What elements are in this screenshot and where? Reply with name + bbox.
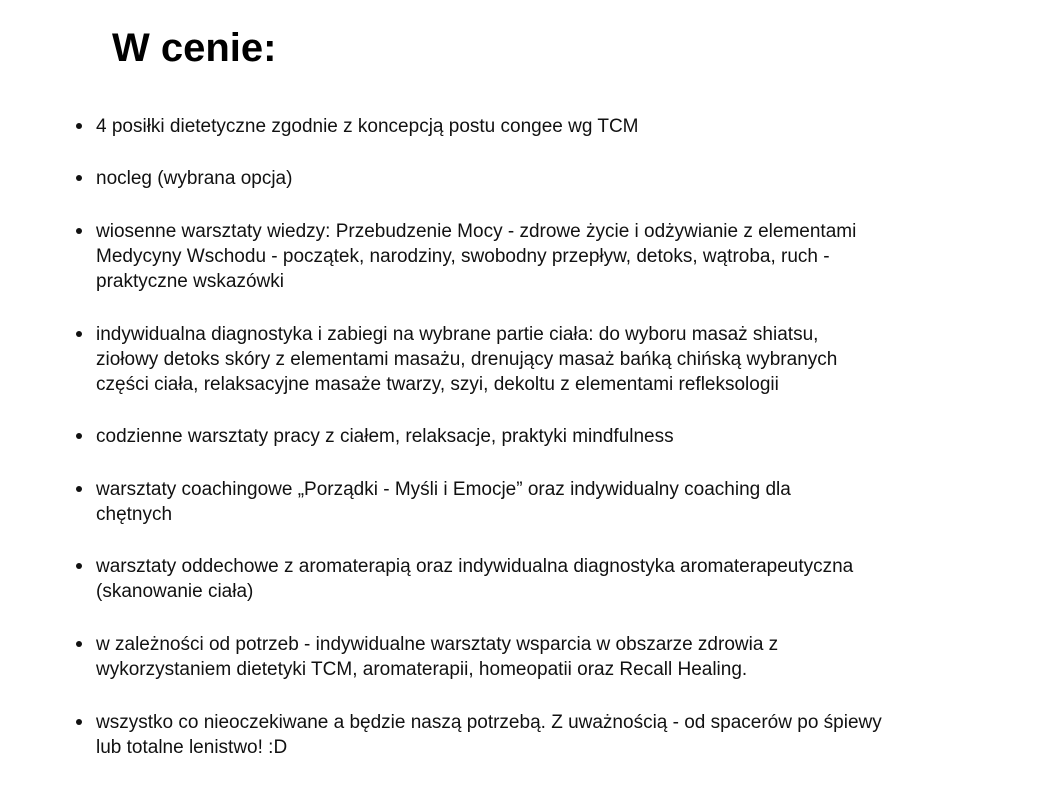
bullet-icon xyxy=(76,719,82,725)
bullet-icon xyxy=(76,486,82,492)
bullet-icon xyxy=(76,123,82,129)
list-item-text: 4 posiłki dietetyczne zgodnie z koncepcją postu congee wg TCM xyxy=(96,116,639,137)
list-item xyxy=(96,114,996,139)
list-item-text: Medycyny Wschodu - początek, narodziny, swobodny przepływ, detoks, wątroba, ruch - xyxy=(96,246,830,267)
bullet-icon xyxy=(76,228,82,234)
list-item-text: w zależności od potrzeb - indywidualne warsztaty wsparcia w obszarze zdrowia z xyxy=(96,634,779,655)
list-item xyxy=(96,322,996,397)
list-item-text: nocleg (wybrana opcja) xyxy=(96,168,293,189)
bullet-icon xyxy=(76,433,82,439)
list-item xyxy=(96,424,996,449)
list-item-text: codzienne warsztaty pracy z ciałem, relaksacje, praktyki mindfulness xyxy=(96,426,674,447)
bullet-icon xyxy=(76,331,82,337)
bullet-icon xyxy=(76,641,82,647)
list-item xyxy=(96,632,996,682)
list-item-text: warsztaty coachingowe „Porządki - Myśli i Emocje” oraz indywidualny coaching dla xyxy=(96,479,791,500)
list-item xyxy=(96,219,996,294)
list-item xyxy=(96,710,996,760)
list-item-text: ziołowy detoks skóry z elementami masażu, drenujący masaż bańką chińską wybranych xyxy=(96,349,838,370)
list-item-text: wszystko co nieoczekiwane a będzie naszą potrzebą. Z uważnością - od spacerów po śpiewy xyxy=(96,712,882,733)
list-item-text: wiosenne warsztaty wiedzy: Przebudzenie Mocy - zdrowe życie i odżywianie z elementami xyxy=(96,221,857,242)
list-item-text: części ciała, relaksacyjne masaże twarzy, szyi, dekoltu z elementami refleksologii xyxy=(96,374,779,395)
list-item-text: warsztaty oddechowe z aromaterapią oraz indywidualna diagnostyka aromaterapeutyczna xyxy=(96,556,854,577)
list-item-text: (skanowanie ciała) xyxy=(96,581,254,602)
list-item-text: wykorzystaniem dietetyki TCM, aromaterapii, homeopatii oraz Recall Healing. xyxy=(96,659,748,680)
list-item xyxy=(96,477,996,527)
bullet-icon xyxy=(76,175,82,181)
list-item xyxy=(96,166,996,191)
list-item-text: chętnych xyxy=(96,504,173,525)
list-item-text: indywidualna diagnostyka i zabiegi na wybrane partie ciała: do wyboru masaż shiatsu, xyxy=(96,324,819,345)
slide-title: W cenie: xyxy=(112,26,277,70)
list-item-text: praktyczne wskazówki xyxy=(96,271,284,292)
bullet-icon xyxy=(76,563,82,569)
list-item xyxy=(96,554,996,604)
list-item-text: lub totalne lenistwo! :D xyxy=(96,737,288,758)
